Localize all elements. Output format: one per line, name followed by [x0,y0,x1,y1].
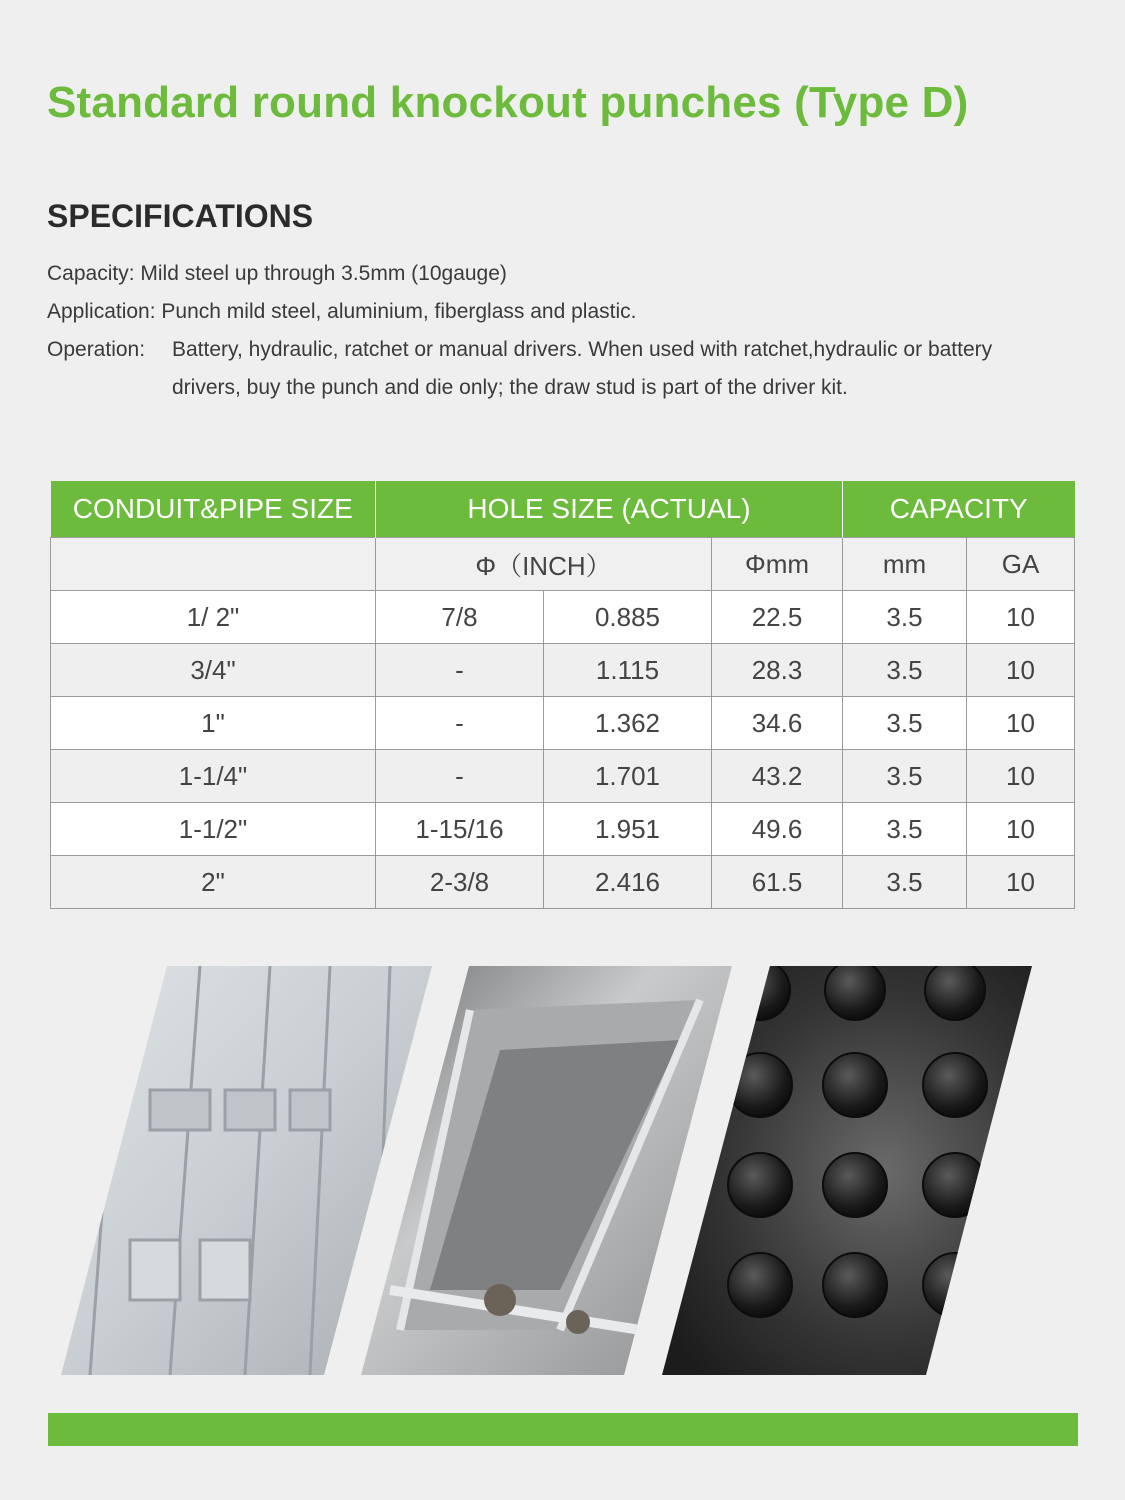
spec-table [50,481,1075,909]
subheader-mm: Φmm [712,538,843,591]
cell-mm: 22.5 [712,591,843,644]
cell-inch: 1.362 [544,697,712,750]
cell-fraction: 7/8 [376,591,544,644]
cell-mm: 49.6 [712,803,843,856]
operation-text: Battery, hydraulic, ratchet or manual drivers. When used with ratchet,hydraulic or battery drivers, buy the punch and die only; the draw stud is part of the driver kit. [172,338,993,399]
switchgear-photo [61,966,432,1375]
cell-mm: 61.5 [712,856,843,909]
cell-conduit: 1-1/4" [51,750,376,803]
cell-conduit: 1/ 2" [51,591,376,644]
cell-cap-mm: 3.5 [843,591,967,644]
table-row [51,856,1075,909]
operation-label: Operation: [47,338,146,361]
specifications-text [47,255,1087,407]
table-row [51,591,1075,644]
subheader-cap-mm: mm [843,538,967,591]
cell-conduit: 1-1/2" [51,803,376,856]
footer-accent-bar [48,1413,1078,1446]
cell-cap-mm: 3.5 [843,750,967,803]
cell-conduit: 2" [51,856,376,909]
cell-ga: 10 [967,803,1075,856]
cell-cap-mm: 3.5 [843,856,967,909]
cell-mm: 34.6 [712,697,843,750]
subheader-empty [51,538,376,591]
perforated-plate-photo [662,960,1032,1375]
cell-fraction: 1-15/16 [376,803,544,856]
cell-fraction: - [376,750,544,803]
page-title: Standard round knockout punches (Type D) [47,78,969,127]
table-row [51,644,1075,697]
cell-mm: 28.3 [712,644,843,697]
application-line: Application: Punch mild steel, aluminium, fiberglass and plastic. [47,300,637,323]
subheader-ga: GA [967,538,1075,591]
cell-inch: 0.885 [544,591,712,644]
specifications-heading: SPECIFICATIONS [47,198,314,234]
cell-cap-mm: 3.5 [843,644,967,697]
header-capacity: CAPACITY [843,481,1075,538]
cell-ga: 10 [967,856,1075,909]
cell-cap-mm: 3.5 [843,803,967,856]
cell-cap-mm: 3.5 [843,697,967,750]
table-subheader-row [51,538,1075,591]
cell-conduit: 3/4" [51,644,376,697]
cell-conduit: 1" [51,697,376,750]
cell-inch: 1.115 [544,644,712,697]
cell-ga: 10 [967,750,1075,803]
capacity-line: Capacity: Mild steel up through 3.5mm (10gauge) [47,262,507,285]
table-row [51,750,1075,803]
table-row [51,697,1075,750]
subheader-inch: Φ（INCH） [376,538,712,591]
header-hole-size: HOLE SIZE (ACTUAL) [376,481,843,538]
table-header-row [51,481,1075,538]
cell-ga: 10 [967,644,1075,697]
cell-fraction: - [376,697,544,750]
cell-inch: 1.701 [544,750,712,803]
cell-inch: 2.416 [544,856,712,909]
operation-line [47,331,1087,407]
cell-fraction: - [376,644,544,697]
cell-inch: 1.951 [544,803,712,856]
metal-trough-photo [361,966,732,1375]
cell-mm: 43.2 [712,750,843,803]
cell-ga: 10 [967,697,1075,750]
cell-ga: 10 [967,591,1075,644]
cell-fraction: 2-3/8 [376,856,544,909]
header-conduit: CONDUIT&PIPE SIZE [51,481,376,538]
table-row [51,803,1075,856]
